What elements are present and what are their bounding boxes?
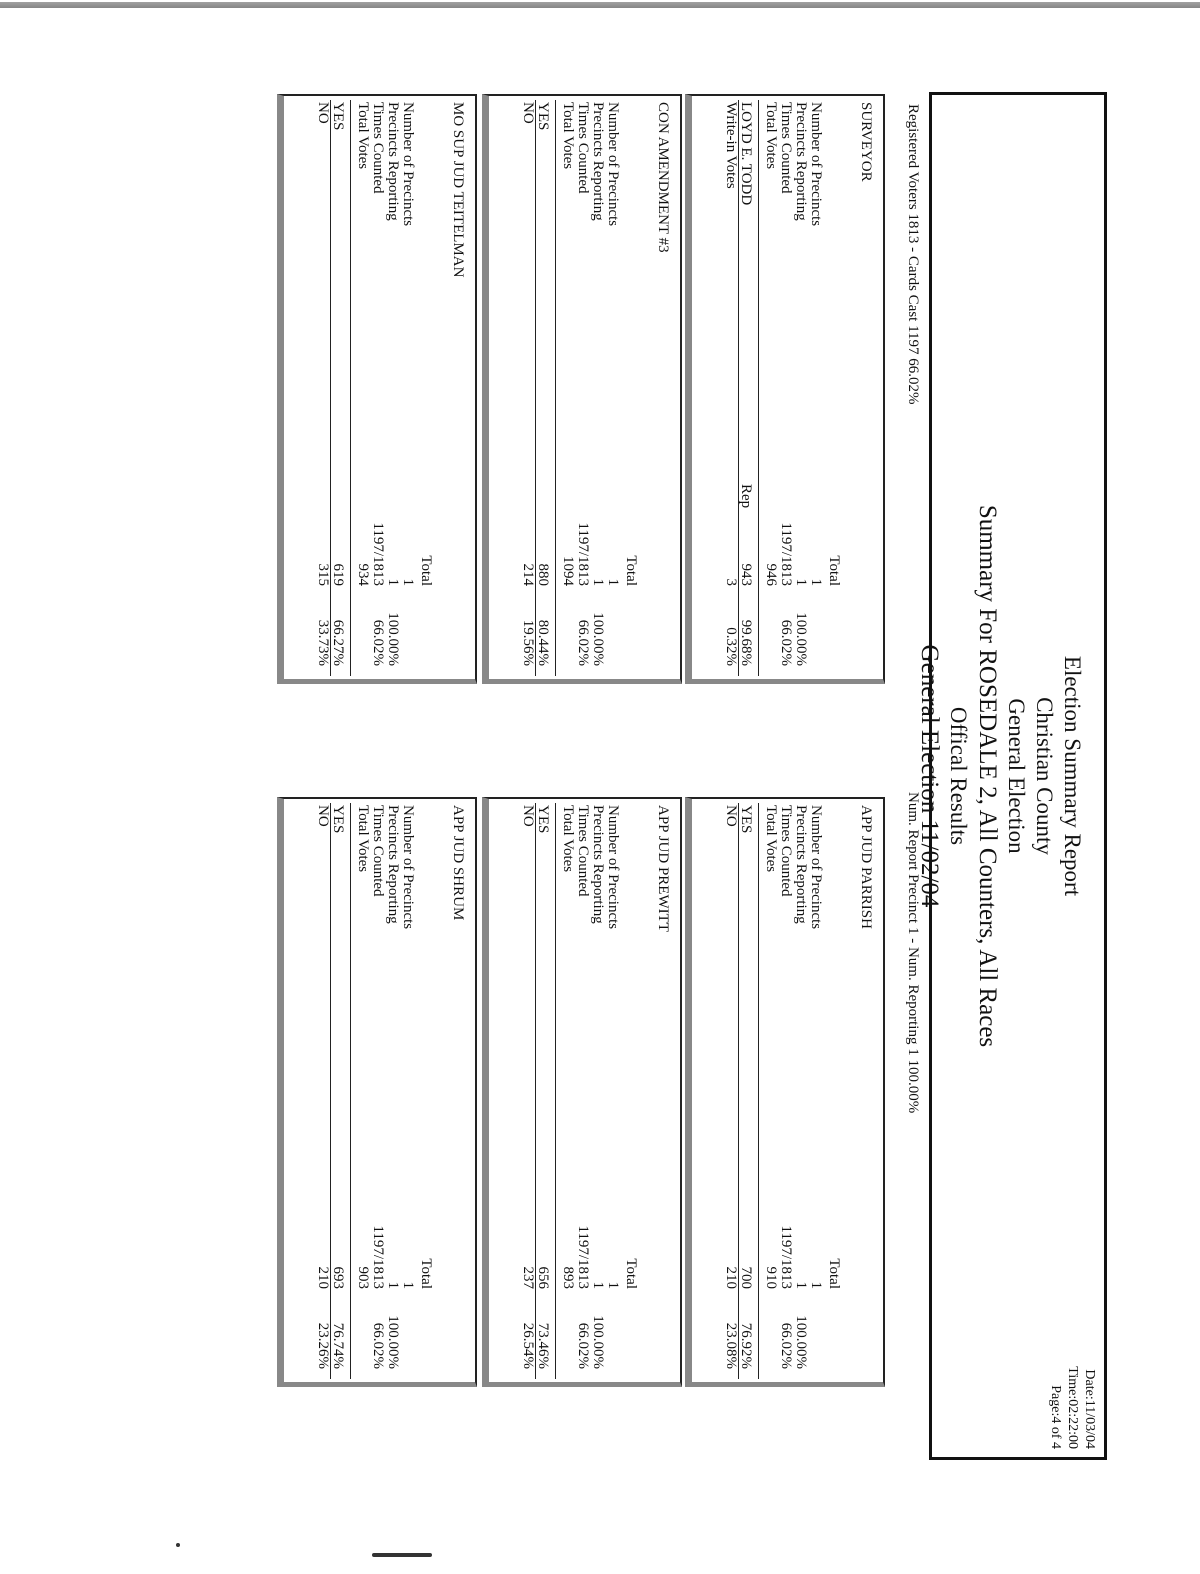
stat-row <box>560 805 575 1375</box>
stat-percent: 66.02% <box>575 1322 591 1369</box>
choice-row <box>738 805 753 1375</box>
stat-row <box>793 102 808 672</box>
stat-label: Times Counted <box>575 805 591 897</box>
choice-percent: 26.54% <box>520 1322 536 1369</box>
choice-percent: 0.32% <box>723 627 739 666</box>
choice-percent: 76.74% <box>330 1322 346 1369</box>
section-divider <box>350 803 351 1379</box>
choice-percent: 19.56% <box>520 619 536 666</box>
report-header <box>916 92 1107 1460</box>
stat-label: Precincts Reporting <box>385 102 401 221</box>
choice-row <box>535 805 550 1375</box>
stat-label: Total Votes <box>355 102 371 170</box>
stat-value: 1 <box>385 578 401 586</box>
choice-percent: 76.92% <box>738 1322 754 1369</box>
report-titles <box>914 95 1086 1457</box>
report-meta <box>1047 1366 1098 1449</box>
choice-divider <box>535 100 536 676</box>
race-title: SURVEYOR <box>858 102 874 182</box>
race-panel <box>482 797 682 1387</box>
stat-label: Times Counted <box>370 102 386 194</box>
stat-percent: 100.00% <box>385 1315 401 1369</box>
stat-row <box>575 102 590 672</box>
stat-value: 1 <box>385 1281 401 1289</box>
choice-row <box>330 102 345 672</box>
election-summary-report <box>172 92 1107 1472</box>
total-column-header: Total <box>826 555 842 586</box>
stat-row <box>808 102 823 672</box>
section-divider <box>350 100 351 676</box>
stat-label: Times Counted <box>575 102 591 194</box>
choice-row <box>330 805 345 1375</box>
scan-edge-line <box>0 2 1200 8</box>
stat-value: 1197/1813 <box>778 522 794 586</box>
choice-votes: 943 <box>738 563 754 586</box>
choice-label: YES <box>738 805 754 834</box>
stat-label: Total Votes <box>560 102 576 170</box>
choice-label: YES <box>330 102 346 131</box>
precinct-reporting-line: Num. Report Precinct 1 - Num. Reporting 1 100.00% <box>905 792 921 1114</box>
election-date: General Election 11/02/04 <box>916 644 943 908</box>
stat-label: Precincts Reporting <box>590 805 606 924</box>
stat-row <box>370 102 385 672</box>
stat-row <box>560 102 575 672</box>
stat-label: Precincts Reporting <box>385 805 401 924</box>
choice-percent: 80.44% <box>535 619 551 666</box>
report-time: Time:02:22:00 <box>1065 1366 1080 1449</box>
stat-value: 1197/1813 <box>370 522 386 586</box>
stat-value: 1197/1813 <box>778 1225 794 1289</box>
race-panel <box>277 797 477 1387</box>
stat-value: 1197/1813 <box>575 1225 591 1289</box>
stat-label: Total Votes <box>763 805 779 873</box>
choice-votes: 700 <box>738 1266 754 1289</box>
choice-votes: 656 <box>535 1266 551 1289</box>
race-panel <box>685 94 885 684</box>
stat-row <box>763 102 778 672</box>
county-name: Christian County <box>1032 697 1057 855</box>
summary-line: Summary For ROSEDALE 2, All Counters, All Races <box>974 504 1001 1048</box>
section-divider <box>555 100 556 676</box>
stat-row <box>605 102 620 672</box>
choice-label: NO <box>520 102 536 124</box>
stat-percent: 66.02% <box>778 1322 794 1369</box>
choice-row <box>520 805 535 1375</box>
choice-percent: 33.73% <box>315 619 331 666</box>
stat-row <box>605 805 620 1375</box>
choice-row <box>520 102 535 672</box>
stat-row <box>575 805 590 1375</box>
total-column-header: Total <box>418 1258 434 1289</box>
section-divider <box>758 100 759 676</box>
choice-percent: 23.26% <box>315 1322 331 1369</box>
stat-label: Times Counted <box>778 102 794 194</box>
stat-row <box>590 102 605 672</box>
report-page: Page:4 of 4 <box>1048 1385 1063 1449</box>
stat-value: 1094 <box>560 556 576 586</box>
stat-row <box>400 805 415 1375</box>
total-column-header: Total <box>623 1258 639 1289</box>
choice-percent: 66.27% <box>330 619 346 666</box>
choice-percent: 99.68% <box>738 619 754 666</box>
stat-row <box>355 805 370 1375</box>
stat-row <box>370 805 385 1375</box>
stat-label: Precincts Reporting <box>590 102 606 221</box>
choice-label: YES <box>330 805 346 834</box>
stat-row <box>808 805 823 1375</box>
stat-percent: 100.00% <box>793 1315 809 1369</box>
stat-percent: 100.00% <box>385 612 401 666</box>
choice-votes: 214 <box>520 563 536 586</box>
choice-votes: 3 <box>723 578 739 586</box>
stat-row <box>778 805 793 1375</box>
stat-row <box>355 102 370 672</box>
choice-votes: 693 <box>330 1266 346 1289</box>
choice-label: YES <box>535 102 551 131</box>
stat-label: Number of Precincts <box>605 805 621 930</box>
stat-label: Total Votes <box>560 805 576 873</box>
stat-label: Number of Precincts <box>605 102 621 227</box>
choice-label: NO <box>315 805 331 827</box>
choice-row <box>315 805 330 1375</box>
stat-percent: 100.00% <box>793 612 809 666</box>
choice-votes: 315 <box>315 563 331 586</box>
choice-label: LOYD E. TODD <box>738 102 754 206</box>
choice-label: Write-in Votes <box>723 102 739 189</box>
choice-divider <box>738 803 739 1379</box>
stat-value: 946 <box>763 563 779 586</box>
stat-row <box>385 102 400 672</box>
total-column-header: Total <box>623 555 639 586</box>
stat-row <box>763 805 778 1375</box>
stat-row <box>778 102 793 672</box>
stat-label: Times Counted <box>778 805 794 897</box>
stat-percent: 66.02% <box>370 619 386 666</box>
section-divider <box>555 803 556 1379</box>
stat-label: Number of Precincts <box>808 102 824 227</box>
stat-row <box>590 805 605 1375</box>
stat-value: 1 <box>793 1281 809 1289</box>
results-status: Offical Results <box>946 706 971 846</box>
stat-value: 1197/1813 <box>370 1225 386 1289</box>
stat-value: 1 <box>590 1281 606 1289</box>
stat-label: Total Votes <box>355 805 371 873</box>
choice-divider <box>330 100 331 676</box>
stat-value: 1197/1813 <box>575 522 591 586</box>
stat-value: 1 <box>400 578 416 586</box>
choice-divider <box>535 803 536 1379</box>
choice-party: Rep <box>738 484 754 509</box>
choice-votes: 619 <box>330 563 346 586</box>
total-column-header: Total <box>418 555 434 586</box>
stat-label: Precincts Reporting <box>793 805 809 924</box>
stat-label: Total Votes <box>763 102 779 170</box>
total-column-header: Total <box>826 1258 842 1289</box>
stat-value: 1 <box>793 578 809 586</box>
stat-percent: 66.02% <box>370 1322 386 1369</box>
choice-label: NO <box>723 805 739 827</box>
race-title: CON AMENDMENT #3 <box>655 102 671 253</box>
registered-voters-line: Registered Voters 1813 - Cards Cast 1197 66.02% <box>905 104 921 405</box>
stat-row <box>793 805 808 1375</box>
stat-row <box>400 102 415 672</box>
stat-percent: 66.02% <box>575 619 591 666</box>
stat-value: 1 <box>808 578 824 586</box>
choice-votes: 210 <box>723 1266 739 1289</box>
choice-row <box>315 102 330 672</box>
scan-artifact <box>176 1543 180 1547</box>
race-title: APP JUD PREWITT <box>655 805 671 932</box>
stat-value: 1 <box>605 1281 621 1289</box>
stat-label: Number of Precincts <box>808 805 824 930</box>
stat-label: Times Counted <box>370 805 386 897</box>
choice-percent: 73.46% <box>535 1322 551 1369</box>
choice-row <box>738 102 753 672</box>
stat-percent: 100.00% <box>590 1315 606 1369</box>
choice-percent: 23.08% <box>723 1322 739 1369</box>
stat-value: 1 <box>605 578 621 586</box>
section-divider <box>758 803 759 1379</box>
choice-row <box>723 805 738 1375</box>
race-panel <box>685 797 885 1387</box>
race-title: APP JUD SHRUM <box>450 805 466 921</box>
stat-value: 1 <box>400 1281 416 1289</box>
choice-row <box>723 102 738 672</box>
report-date: Date:11/03/04 <box>1082 1369 1097 1449</box>
choice-label: YES <box>535 805 551 834</box>
race-panel <box>277 94 477 684</box>
choice-row <box>535 102 550 672</box>
choice-label: NO <box>520 805 536 827</box>
scan-artifact <box>372 1553 432 1557</box>
choice-divider <box>330 803 331 1379</box>
stat-value: 1 <box>808 1281 824 1289</box>
choice-votes: 210 <box>315 1266 331 1289</box>
election-type: General Election <box>1004 698 1029 854</box>
stat-value: 893 <box>560 1266 576 1289</box>
race-panel <box>482 94 682 684</box>
choice-label: NO <box>315 102 331 124</box>
stat-value: 903 <box>355 1266 371 1289</box>
choice-votes: 237 <box>520 1266 536 1289</box>
stat-row <box>385 805 400 1375</box>
stat-label: Number of Precincts <box>400 102 416 227</box>
stat-label: Precincts Reporting <box>793 102 809 221</box>
stat-label: Number of Precincts <box>400 805 416 930</box>
stat-value: 934 <box>355 563 371 586</box>
race-title: APP JUD PARRISH <box>858 805 874 929</box>
choice-votes: 880 <box>535 563 551 586</box>
report-title: Election Summary Report <box>1060 655 1085 897</box>
stat-percent: 66.02% <box>778 619 794 666</box>
stat-value: 1 <box>590 578 606 586</box>
race-title: MO SUP JUD TEITELMAN <box>450 102 466 278</box>
stat-percent: 100.00% <box>590 612 606 666</box>
stat-value: 910 <box>763 1266 779 1289</box>
